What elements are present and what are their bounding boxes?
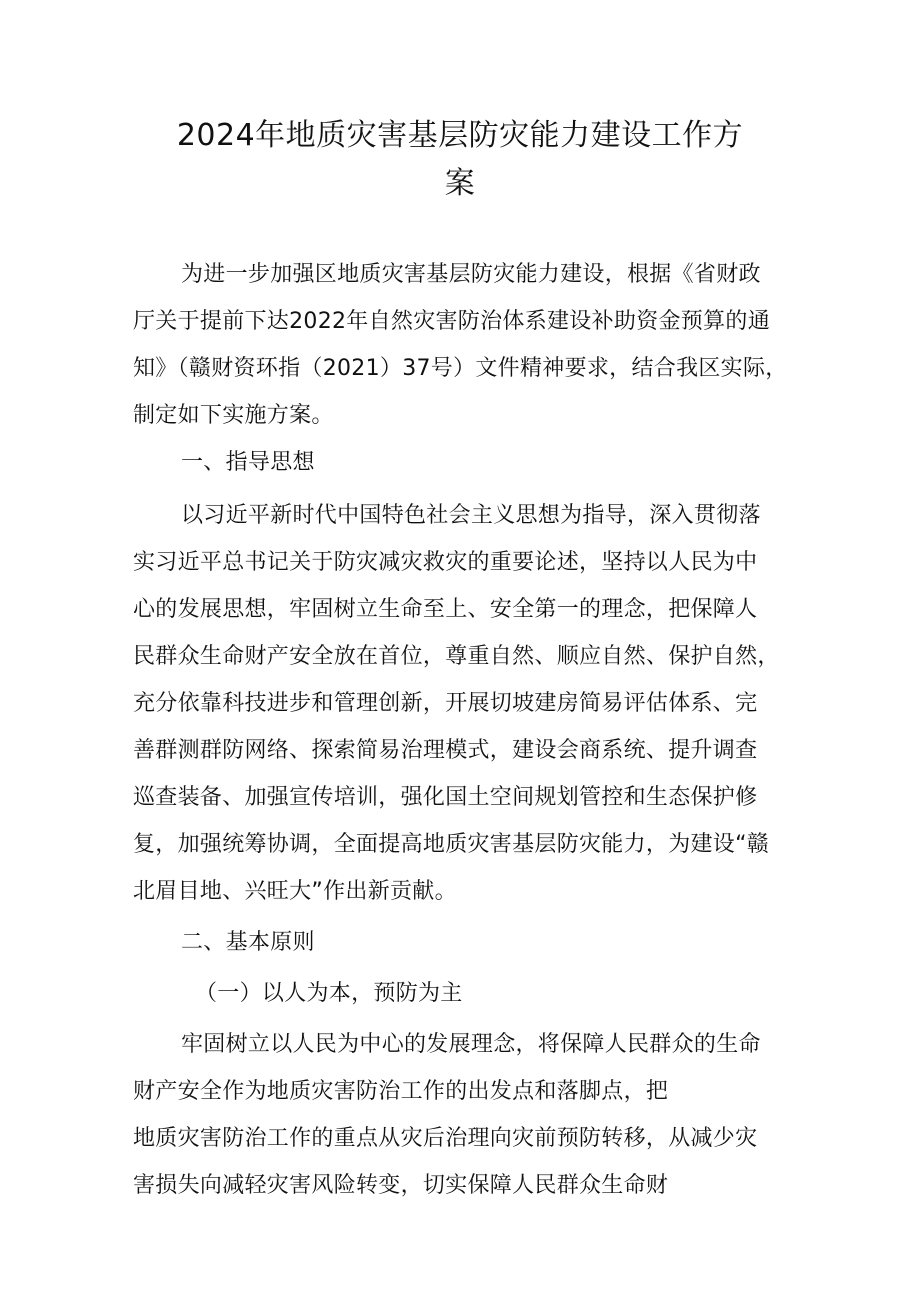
paragraph-line: 牢固树立以人民为中心的发展理念，将保障人民群众的生命 (181, 1032, 761, 1057)
subsection-heading: （一）以人为本，预防为主 (195, 981, 463, 1006)
paragraph-line: 巡查装备、加强宣传培训，强化国土空间规划管控和生态保护修 (133, 785, 758, 810)
intro-line: 知》（赣财资环指（2021）37号）文件精神要求，结合我区实际， (133, 356, 788, 381)
document-title-line-1: 2024年地质灾害基层防灾能力建设工作方 (176, 118, 744, 153)
paragraph-line: 善群测群防网络、探索简易治理模式，建设会商系统、提升调查 (133, 738, 758, 763)
paragraph-line: 充分依靠科技进步和管理创新，开展切坡建房简易评估体系、完 (133, 691, 758, 716)
section-heading-basic-principles: 二、基本原则 (181, 930, 315, 955)
paragraph-line: 民群众生命财产安全放在首位，尊重自然、顺应自然、保护自然， (133, 644, 780, 669)
paragraph-line: 实习近平总书记关于防灾减灾救灾的重要论述，坚持以人民为中 (133, 550, 758, 575)
document-title-line-2: 案 (444, 166, 476, 201)
paragraph-line: 害损失向减轻灾害风险转变，切实保障人民群众生命财 (133, 1173, 669, 1198)
intro-line: 为进一步加强区地质灾害基层防灾能力建设，根据《省财政 (181, 262, 761, 287)
paragraph-line: 财产安全作为地质灾害防治工作的出发点和落脚点，把 (133, 1079, 669, 1104)
paragraph-line: 北眉目地、兴旺大”作出新贡献。 (133, 879, 457, 904)
section-heading-guiding-thought: 一、指导思想 (181, 450, 315, 475)
paragraph-line: 复，加强统筹协调，全面提高地质灾害基层防灾能力，为建设“赣 (133, 832, 770, 857)
paragraph-line: 心的发展思想，牢固树立生命至上、安全第一的理念，把保障人 (133, 597, 758, 622)
intro-line: 厅关于提前下达2022年自然灾害防治体系建设补助资金预算的通 (133, 309, 770, 334)
intro-line: 制定如下实施方案。 (133, 403, 334, 428)
paragraph-line: 以习近平新时代中国特色社会主义思想为指导，深入贯彻落 (181, 503, 761, 528)
paragraph-line: 地质灾害防治工作的重点从灾后治理向灾前预防转移，从减少灾 (133, 1126, 758, 1151)
